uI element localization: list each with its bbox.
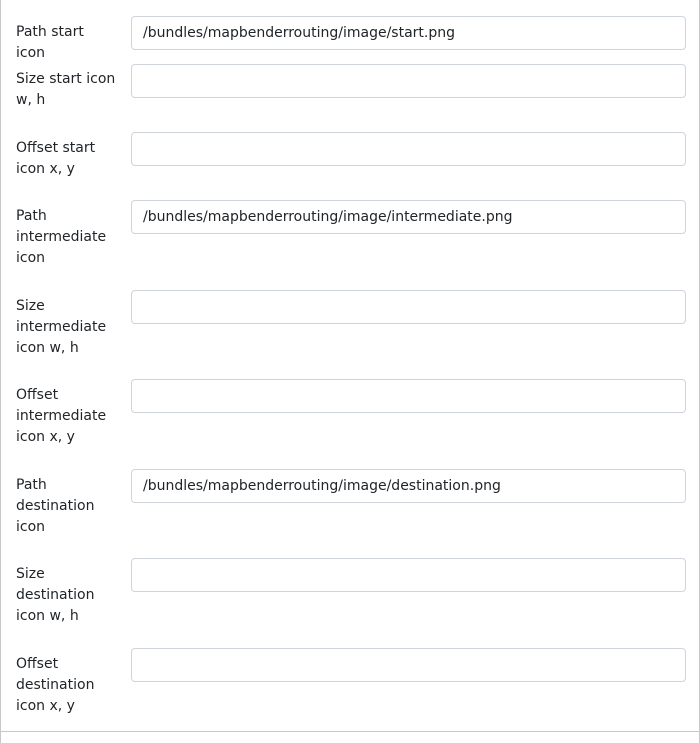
offset-destination-icon-input[interactable] — [131, 648, 686, 682]
path-destination-icon-input[interactable] — [131, 469, 686, 503]
size-destination-icon-input[interactable] — [131, 558, 686, 592]
offset-intermediate-icon-label: Offset intermediate icon x, y — [16, 387, 107, 445]
path-intermediate-icon-input[interactable] — [131, 200, 686, 234]
size-start-icon-input[interactable] — [131, 64, 686, 98]
size-intermediate-icon-label: Size intermediate icon w, h — [16, 298, 107, 356]
offset-intermediate-icon-input[interactable] — [131, 379, 686, 413]
offset-start-icon-input[interactable] — [131, 132, 686, 166]
size-start-icon-label: Size start icon w, h — [16, 71, 116, 108]
path-start-icon-input[interactable] — [131, 16, 686, 50]
path-intermediate-icon-label: Path intermediate icon — [16, 208, 107, 266]
form-bottom-divider — [1, 731, 699, 732]
path-start-icon-label: Path start icon — [16, 24, 84, 61]
path-destination-icon-label: Path destination icon — [16, 477, 95, 535]
size-intermediate-icon-input[interactable] — [131, 290, 686, 324]
offset-start-icon-label: Offset start icon x, y — [16, 140, 96, 177]
offset-destination-icon-label: Offset destination icon x, y — [16, 656, 95, 714]
size-destination-icon-label: Size destination icon w, h — [16, 566, 95, 624]
